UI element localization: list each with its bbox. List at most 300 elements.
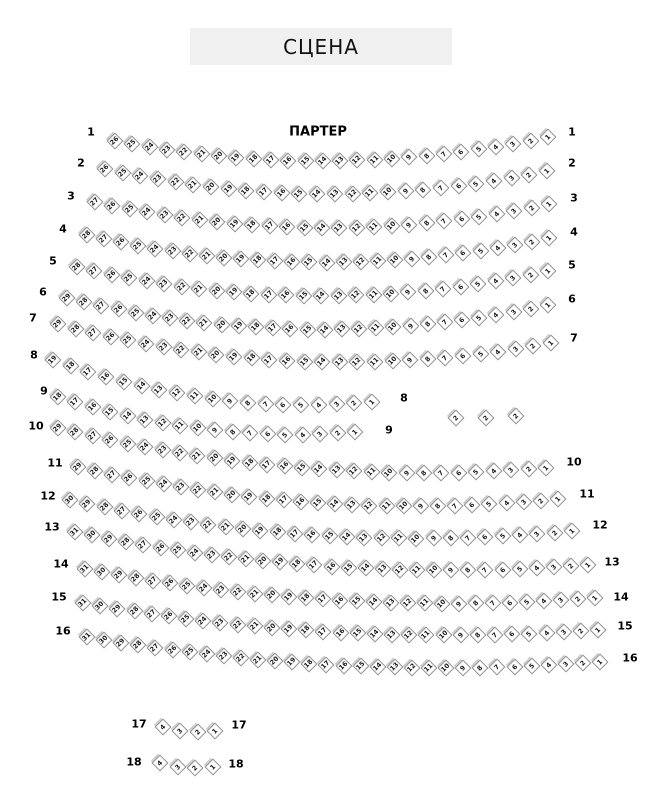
seat-row15-num8[interactable]	[469, 627, 486, 644]
seat-row16-num30[interactable]	[96, 631, 113, 648]
seat-row16-num7[interactable]	[489, 659, 506, 676]
seat-row13-num6[interactable]	[494, 561, 511, 578]
seat-row2-num26[interactable]	[97, 161, 114, 178]
seat-row4-num7[interactable]	[438, 247, 455, 264]
seat-row7-num21[interactable]	[190, 344, 207, 361]
seat-row15-num23[interactable]	[212, 614, 229, 631]
seat-row5-num20[interactable]	[208, 282, 225, 299]
seat-row4-num20[interactable]	[215, 249, 232, 266]
seat-row2-num14[interactable]	[309, 185, 326, 202]
seat-row10-num12[interactable]	[346, 463, 363, 480]
seat-row13-num23[interactable]	[203, 546, 220, 563]
seat-row14-num27[interactable]	[145, 572, 162, 589]
seat-row7-num4[interactable]	[490, 343, 507, 360]
seat-row6-num7[interactable]	[436, 314, 453, 331]
seat-row6-num23[interactable]	[162, 310, 179, 327]
seat-row7-num15[interactable]	[296, 353, 313, 370]
seat-row11-num7[interactable]	[447, 497, 464, 514]
seat-row13-num18[interactable]	[289, 555, 306, 572]
seat-row3-num15[interactable]	[296, 219, 313, 236]
seat-row7-num10[interactable]	[384, 353, 401, 370]
seat-row9-num15[interactable]	[102, 403, 119, 420]
seat-row5-num23[interactable]	[156, 276, 173, 293]
seat-row11-num21[interactable]	[207, 484, 224, 501]
seat-row16-num25[interactable]	[181, 644, 198, 661]
seat-row12-num21[interactable]	[217, 518, 234, 535]
seat-row2-num17[interactable]	[256, 183, 273, 200]
seat-row10-num18[interactable]	[241, 454, 258, 471]
seat-row16-num29[interactable]	[113, 634, 130, 651]
seat-row7-num2[interactable]	[525, 338, 542, 355]
seat-row13-num16[interactable]	[323, 558, 340, 575]
seat-row11-num20[interactable]	[224, 486, 241, 503]
seat-row10-num11[interactable]	[363, 464, 380, 481]
seat-row12-num1[interactable]	[564, 523, 581, 540]
seat-row12-num3[interactable]	[529, 525, 546, 542]
seat-row13-num25[interactable]	[169, 542, 186, 559]
seat-row4-num6[interactable]	[455, 245, 472, 262]
seat-row8-num4[interactable]	[310, 397, 327, 414]
seat-row3-num7[interactable]	[436, 213, 453, 230]
seat-row5-num19[interactable]	[226, 284, 243, 301]
seat-row3-num26[interactable]	[104, 197, 121, 214]
seat-row6-num29[interactable]	[59, 290, 76, 307]
seat-row8-num19[interactable]	[45, 352, 62, 369]
seat-row12-num29[interactable]	[79, 495, 96, 512]
seat-row11-num27[interactable]	[104, 466, 121, 483]
seat-row3-num19[interactable]	[226, 215, 243, 232]
seat-row2-num2[interactable]	[521, 166, 538, 183]
seat-row5-num15[interactable]	[295, 287, 312, 304]
seat-row8-num5[interactable]	[293, 397, 310, 414]
seat-row8-num10[interactable]	[204, 391, 221, 408]
seat-row6-num19[interactable]	[230, 318, 247, 335]
seat-row9-num11[interactable]	[172, 417, 189, 434]
seat-row5-num16[interactable]	[278, 287, 295, 304]
seat-row4-num28[interactable]	[79, 227, 96, 244]
seat-row15-num12[interactable]	[401, 626, 418, 643]
seat-row13-num12[interactable]	[391, 561, 408, 578]
seat-row3-num23[interactable]	[156, 207, 173, 224]
seat-row11-num5[interactable]	[481, 496, 498, 513]
seat-row16-num12[interactable]	[403, 659, 420, 676]
seat-row15-num18[interactable]	[298, 622, 315, 639]
seat-row3-num10[interactable]	[383, 217, 400, 234]
seat-row1-num14[interactable]	[314, 153, 331, 170]
seat-row12-num2[interactable]	[546, 524, 563, 541]
seat-row11-num17[interactable]	[275, 492, 292, 509]
seat-row10-num10[interactable]	[381, 464, 398, 481]
seat-row3-num22[interactable]	[174, 209, 191, 226]
seat-row13-num5[interactable]	[511, 560, 528, 577]
seat-row5-num17[interactable]	[260, 286, 277, 303]
seat-row1-num23[interactable]	[158, 141, 175, 158]
seat-row16-num19[interactable]	[284, 654, 301, 671]
seat-row13-num22[interactable]	[220, 549, 237, 566]
seat-row5-num24[interactable]	[138, 273, 155, 290]
seat-row8-num13[interactable]	[151, 382, 168, 399]
seat-row10-num23[interactable]	[154, 442, 171, 459]
seat-row1-num17[interactable]	[262, 151, 279, 168]
seat-row8-num15[interactable]	[115, 373, 132, 390]
seat-row1-num4[interactable]	[488, 138, 505, 155]
seat-row11-num19[interactable]	[241, 488, 258, 505]
seat-row3-num27[interactable]	[87, 194, 104, 211]
seat-row12-num15[interactable]	[321, 528, 338, 545]
seat-row9-num3[interactable]	[312, 426, 329, 443]
seat-row16-num26[interactable]	[164, 642, 181, 659]
seat-row16-num15[interactable]	[352, 658, 369, 675]
seat-row13-num9[interactable]	[443, 562, 460, 579]
seat-row10-num19[interactable]	[224, 452, 241, 469]
seat-row6-num14[interactable]	[316, 321, 333, 338]
seat-row10-num7[interactable]	[433, 464, 450, 481]
seat-row12-num14[interactable]	[338, 528, 355, 545]
seat-row9-num6[interactable]	[259, 426, 276, 443]
seat-row15-num2[interactable]	[572, 623, 589, 640]
seat-row15-num25[interactable]	[178, 610, 195, 627]
seat-row10-num3[interactable]	[503, 462, 520, 479]
seat-row17-num2[interactable]	[189, 724, 206, 741]
seat-row5-num22[interactable]	[173, 278, 190, 295]
seat-row10-num5[interactable]	[468, 464, 485, 481]
seat-row6-num13[interactable]	[333, 321, 350, 338]
seat-row2-num6[interactable]	[450, 177, 467, 194]
seat-row14-num29[interactable]	[111, 567, 128, 584]
seat-row14-num2[interactable]	[570, 591, 587, 608]
seat-row6-num28[interactable]	[76, 294, 93, 311]
seat-row11-num3[interactable]	[515, 494, 532, 511]
seat-row16-num21[interactable]	[250, 651, 267, 668]
seat-row12-num8[interactable]	[442, 530, 459, 547]
seat-row14-num31[interactable]	[77, 561, 94, 578]
seat-row4-num25[interactable]	[130, 237, 147, 254]
seat-row5-num2[interactable]	[522, 266, 539, 283]
seat-row15-num29[interactable]	[109, 600, 126, 617]
seat-row10-num29[interactable]	[50, 420, 67, 437]
seat-row10-num2[interactable]	[520, 461, 537, 478]
seat-row16-num31[interactable]	[79, 629, 96, 646]
seat-row6-num20[interactable]	[213, 316, 230, 333]
seat-row8-num8[interactable]	[239, 394, 256, 411]
seat-row6-num16[interactable]	[282, 321, 299, 338]
seat-row4-num19[interactable]	[233, 251, 250, 268]
seat-row14-num28[interactable]	[128, 570, 145, 587]
seat-row13-num29[interactable]	[101, 530, 118, 547]
seat-row5-num7[interactable]	[435, 280, 452, 297]
seat-row6-num24[interactable]	[144, 307, 161, 324]
seat-row9-num14[interactable]	[119, 408, 136, 425]
seat-row15-num13[interactable]	[384, 626, 401, 643]
seat-row8-num9[interactable]	[222, 393, 239, 410]
seat-row6-num21[interactable]	[196, 314, 213, 331]
seat-row2-num4[interactable]	[485, 172, 502, 189]
seat-row10-num21[interactable]	[189, 447, 206, 464]
seat-row15-num6[interactable]	[504, 626, 521, 643]
seat-row12-num18[interactable]	[269, 524, 286, 541]
seat-row5-num27[interactable]	[86, 263, 103, 280]
seat-row15-num4[interactable]	[538, 625, 555, 642]
seat-row10-num22[interactable]	[172, 445, 189, 462]
seat-row4-num11[interactable]	[369, 253, 386, 270]
seat-row2-num7[interactable]	[432, 180, 449, 197]
seat-row13-num17[interactable]	[306, 557, 323, 574]
seat-row16-num22[interactable]	[232, 649, 249, 666]
seat-row11-num23[interactable]	[172, 479, 189, 496]
seat-row1-num3[interactable]	[505, 135, 522, 152]
seat-row16-num14[interactable]	[369, 658, 386, 675]
seat-row12-num19[interactable]	[252, 522, 269, 539]
seat-row8-num16[interactable]	[98, 369, 115, 386]
seat-row12-num7[interactable]	[460, 529, 477, 546]
seat-row9-num9[interactable]	[207, 422, 224, 439]
seat-row10-num15[interactable]	[294, 460, 311, 477]
seat-row9-num2[interactable]	[329, 425, 346, 442]
seat-row8-num3[interactable]	[328, 396, 345, 413]
seat-row6-num9[interactable]	[402, 317, 419, 334]
seat-row2-num25[interactable]	[114, 164, 131, 181]
seat-row1-num5[interactable]	[470, 141, 487, 158]
seat-row6-num2[interactable]	[522, 300, 539, 317]
seat-row11-num8[interactable]	[430, 498, 447, 515]
seat-row15-num26[interactable]	[160, 608, 177, 625]
seat-row15-num14[interactable]	[366, 626, 383, 643]
seat-row3-num16[interactable]	[279, 219, 296, 236]
seat-row1-num13[interactable]	[332, 152, 349, 169]
seat-row9-num4[interactable]	[294, 426, 311, 443]
seat-row9-num1[interactable]	[347, 424, 364, 441]
seat-row14-num23[interactable]	[213, 582, 230, 599]
seat-row14-num30[interactable]	[94, 564, 111, 581]
seat-row16-num11[interactable]	[421, 659, 438, 676]
seat-row4-num24[interactable]	[147, 240, 164, 257]
seat-row5-num11[interactable]	[365, 286, 382, 303]
seat-row14-num24[interactable]	[196, 579, 213, 596]
seat-row12-num30[interactable]	[62, 492, 79, 509]
seat-row4-num4[interactable]	[489, 239, 506, 256]
seat-row1-num20[interactable]	[210, 148, 227, 165]
seat-row15-num7[interactable]	[487, 626, 504, 643]
seat-row8-num12[interactable]	[169, 385, 186, 402]
seat-row4-num8[interactable]	[421, 249, 438, 266]
seat-row7-num26[interactable]	[102, 328, 119, 345]
seat-row15-num15[interactable]	[349, 625, 366, 642]
seat-row3-num9[interactable]	[401, 216, 418, 233]
seat-row14-num15[interactable]	[349, 593, 366, 610]
seat-row13-num10[interactable]	[426, 562, 443, 579]
seat-row11-num18[interactable]	[258, 490, 275, 507]
seat-row11-num13[interactable]	[344, 496, 361, 513]
seat-row16-num10[interactable]	[438, 659, 455, 676]
seat-row9-num13[interactable]	[137, 411, 154, 428]
seat-row7-num7[interactable]	[437, 349, 454, 366]
seat-row10-num6[interactable]	[450, 464, 467, 481]
seat-row7-num20[interactable]	[208, 346, 225, 363]
seat-row13-num14[interactable]	[357, 560, 374, 577]
seat-row3-num2[interactable]	[523, 199, 540, 216]
seat-row8-num2[interactable]	[346, 395, 363, 412]
seat-row14-num12[interactable]	[400, 595, 417, 612]
seat-row8-num11[interactable]	[186, 388, 203, 405]
seat-row14-num8[interactable]	[468, 595, 485, 612]
seat-row16-num20[interactable]	[267, 653, 284, 670]
seat-row16-num24[interactable]	[198, 646, 215, 663]
seat-row12-num17[interactable]	[287, 525, 304, 542]
seat-row13-num31[interactable]	[67, 524, 84, 541]
seat-row15-num16[interactable]	[332, 624, 349, 641]
seat-row14-num25[interactable]	[179, 577, 196, 594]
seat-row2-num22[interactable]	[167, 174, 184, 191]
seat-row14-num3[interactable]	[553, 592, 570, 609]
seat-row1-num6[interactable]	[453, 143, 470, 160]
seat-row15-num3[interactable]	[555, 624, 572, 641]
seat-row10-num1[interactable]	[538, 460, 555, 477]
seat-row6-num27[interactable]	[93, 297, 110, 314]
seat-row12-num10[interactable]	[408, 530, 425, 547]
seat-row2-num18[interactable]	[238, 182, 255, 199]
seat-row3-num24[interactable]	[139, 204, 156, 221]
seat-row2-num5[interactable]	[468, 175, 485, 192]
seat-row4-num2[interactable]	[523, 233, 540, 250]
seat-row7-num25[interactable]	[120, 332, 137, 349]
seat-row16-num4[interactable]	[540, 657, 557, 674]
seat-row1-num25[interactable]	[124, 136, 141, 153]
seat-row11-num9[interactable]	[412, 498, 429, 515]
seat-row5-num4[interactable]	[487, 273, 504, 290]
seat-row5-num9[interactable]	[400, 284, 417, 301]
seat-row6-num25[interactable]	[127, 304, 144, 321]
seat-row12-num12[interactable]	[373, 530, 390, 547]
seat-row13-num8[interactable]	[460, 562, 477, 579]
seat-row6-num10[interactable]	[385, 319, 402, 336]
seat-row16-num9[interactable]	[455, 659, 472, 676]
seat-row3-num1[interactable]	[541, 196, 558, 213]
seat-row4-num3[interactable]	[506, 236, 523, 253]
seat-row14-num10[interactable]	[434, 595, 451, 612]
seat-row17-num1[interactable]	[207, 723, 224, 740]
seat-row9-num16[interactable]	[84, 399, 101, 416]
seat-row10-num4[interactable]	[485, 463, 502, 480]
seat-row2-num3[interactable]	[503, 169, 520, 186]
seat-row2-num15[interactable]	[291, 185, 308, 202]
seat-row6-num12[interactable]	[351, 320, 368, 337]
seat-row3-num14[interactable]	[314, 220, 331, 237]
seat-row14-num5[interactable]	[519, 593, 536, 610]
seat-row13-num19[interactable]	[272, 554, 289, 571]
seat-row5-num3[interactable]	[505, 270, 522, 287]
seat-row2-num8[interactable]	[415, 181, 432, 198]
seat-row12-num11[interactable]	[390, 530, 407, 547]
seat-row11-num12[interactable]	[361, 497, 378, 514]
seat-row4-num27[interactable]	[96, 230, 113, 247]
seat-row3-num13[interactable]	[331, 219, 348, 236]
seat-row1-num15[interactable]	[297, 152, 314, 169]
seat-row5-num14[interactable]	[313, 288, 330, 305]
seat-row12-num25[interactable]	[148, 508, 165, 525]
seat-row10-num26[interactable]	[102, 431, 119, 448]
seat-row1-num12[interactable]	[349, 152, 366, 169]
seat-row16-num23[interactable]	[215, 648, 232, 665]
seat-row16-num13[interactable]	[386, 659, 403, 676]
seat-row8-num18[interactable]	[62, 358, 79, 375]
seat-row14-num4[interactable]	[536, 593, 553, 610]
seat-row7-num23[interactable]	[155, 338, 172, 355]
seat-row9-num5[interactable]	[277, 426, 294, 443]
seat-row15-num22[interactable]	[229, 616, 246, 633]
extra-seat-3[interactable]	[508, 408, 525, 425]
seat-row5-num1[interactable]	[540, 263, 557, 280]
seat-row16-num6[interactable]	[506, 658, 523, 675]
seat-row14-num16[interactable]	[332, 592, 349, 609]
seat-row6-num1[interactable]	[540, 297, 557, 314]
seat-row6-num4[interactable]	[488, 306, 505, 323]
seat-row4-num9[interactable]	[404, 250, 421, 267]
seat-row13-num4[interactable]	[528, 560, 545, 577]
seat-row1-num18[interactable]	[245, 150, 262, 167]
seat-row3-num11[interactable]	[366, 218, 383, 235]
seat-row1-num10[interactable]	[384, 150, 401, 167]
seat-row8-num6[interactable]	[275, 396, 292, 413]
seat-row5-num25[interactable]	[121, 270, 138, 287]
seat-row7-num18[interactable]	[243, 350, 260, 367]
seat-row2-num13[interactable]	[326, 186, 343, 203]
seat-row4-num13[interactable]	[335, 254, 352, 271]
seat-row16-num27[interactable]	[147, 639, 164, 656]
seat-row11-num4[interactable]	[498, 495, 515, 512]
seat-row2-num19[interactable]	[220, 180, 237, 197]
seat-row13-num2[interactable]	[562, 558, 579, 575]
seat-row10-num16[interactable]	[276, 458, 293, 475]
seat-row6-num18[interactable]	[247, 319, 264, 336]
seat-row6-num22[interactable]	[179, 312, 196, 329]
seat-row13-num26[interactable]	[152, 539, 169, 556]
seat-row14-num14[interactable]	[366, 594, 383, 611]
seat-row12-num9[interactable]	[425, 530, 442, 547]
seat-row6-num5[interactable]	[471, 309, 488, 326]
seat-row12-num4[interactable]	[512, 527, 529, 544]
seat-row4-num14[interactable]	[318, 254, 335, 271]
seat-row2-num23[interactable]	[150, 171, 167, 188]
seat-row14-num6[interactable]	[502, 594, 519, 611]
seat-row3-num17[interactable]	[261, 218, 278, 235]
seat-row10-num24[interactable]	[137, 438, 154, 455]
seat-row9-num8[interactable]	[224, 424, 241, 441]
seat-row15-num5[interactable]	[521, 625, 538, 642]
seat-row6-num8[interactable]	[419, 316, 436, 333]
seat-row17-num4[interactable]	[155, 719, 172, 736]
seat-row15-num11[interactable]	[418, 627, 435, 644]
seat-row11-num11[interactable]	[378, 497, 395, 514]
seat-row16-num17[interactable]	[318, 656, 335, 673]
seat-row4-num18[interactable]	[250, 252, 267, 269]
seat-row3-num5[interactable]	[471, 208, 488, 225]
seat-row6-num6[interactable]	[454, 312, 471, 329]
seat-row1-num8[interactable]	[418, 147, 435, 164]
seat-row11-num29[interactable]	[70, 459, 87, 476]
seat-row12-num26[interactable]	[131, 505, 148, 522]
seat-row4-num15[interactable]	[301, 254, 318, 271]
seat-row14-num11[interactable]	[417, 595, 434, 612]
seat-row11-num22[interactable]	[190, 482, 207, 499]
seat-row4-num10[interactable]	[387, 252, 404, 269]
seat-row11-num14[interactable]	[327, 496, 344, 513]
seat-row11-num15[interactable]	[310, 495, 327, 512]
seat-row2-num10[interactable]	[379, 184, 396, 201]
seat-row1-num22[interactable]	[176, 144, 193, 161]
seat-row12-num23[interactable]	[183, 514, 200, 531]
seat-row3-num12[interactable]	[348, 219, 365, 236]
seat-row7-num5[interactable]	[472, 346, 489, 363]
